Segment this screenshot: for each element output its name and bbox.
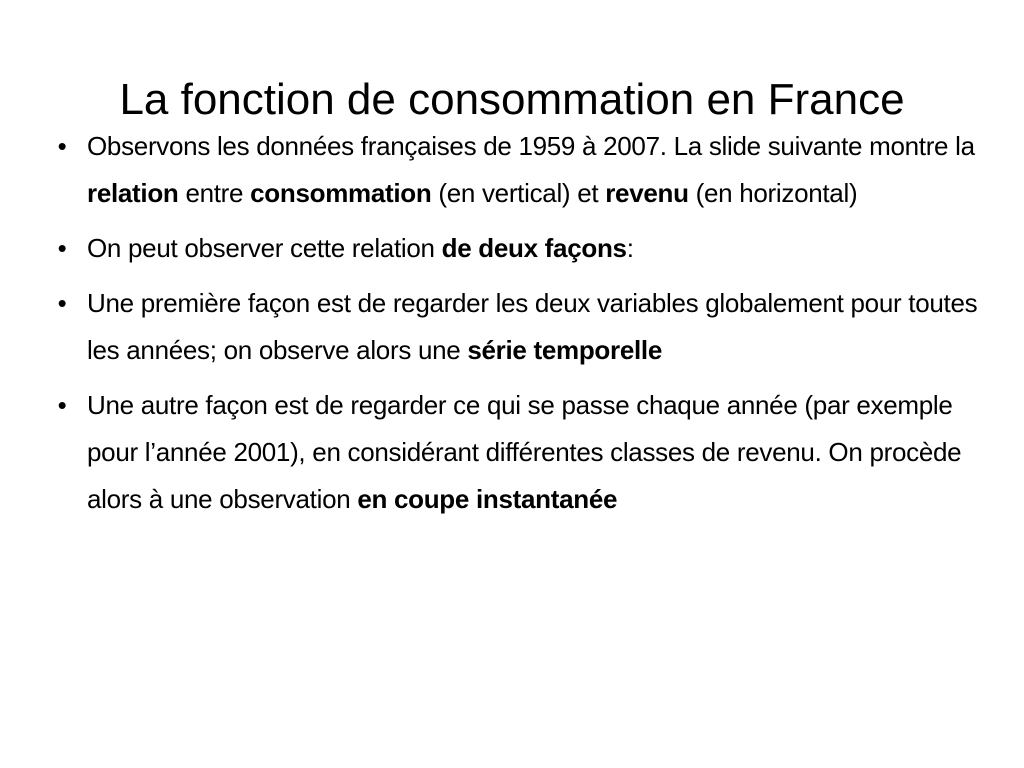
bullet-item-4	[52, 382, 992, 523]
bullet-item-2	[52, 225, 992, 272]
bullet-1-bold-relation: relation	[87, 178, 179, 208]
bullet-item-3	[52, 280, 992, 374]
bullet-list	[52, 123, 992, 531]
bullet-2-part-2: :	[626, 233, 634, 263]
bullet-1-part-4: (en horizontal)	[688, 178, 858, 208]
bullet-4-bold-coupe-instantanee: en coupe instantanée	[357, 484, 618, 514]
bullet-2-part-1: On peut observer cette relation	[87, 233, 442, 263]
bullet-1-part-2: entre	[178, 178, 251, 208]
bullet-1-bold-consommation: consommation	[250, 178, 432, 208]
bullet-item-1	[52, 123, 992, 217]
bullet-1-bold-revenu: revenu	[605, 178, 689, 208]
bullet-2-text	[87, 233, 634, 263]
bullet-1-part-3: (en vertical) et	[431, 178, 606, 208]
bullet-3-bold-serie-temporelle: série temporelle	[467, 335, 662, 365]
bullet-3-text	[87, 288, 977, 365]
bullet-1-text	[87, 131, 975, 208]
bullet-2-bold-deux-facons: de deux façons	[441, 233, 627, 263]
bullet-3-part-1: Une première façon est de regarder les deux variables globalement pour toutes les années; on observe alors une	[87, 288, 978, 365]
bullet-4-part-1: Une autre façon est de regarder ce qui se passe chaque année (par exemple pour l’année 2001), en considérant différentes classes de revenu. On procède alors à une observation	[87, 390, 962, 514]
bullet-1-part-1: Observons les données françaises de 1959 à 2007. La slide suivante montre la	[87, 131, 975, 161]
slide-title: La fonction de consommation en France	[119, 75, 905, 125]
bullet-4-text	[87, 390, 961, 514]
bullet-dot-icon: •	[57, 390, 67, 420]
bullet-dot-icon: •	[57, 288, 67, 318]
bullet-dot-icon: •	[57, 131, 67, 161]
bullet-dot-icon: •	[57, 233, 67, 263]
